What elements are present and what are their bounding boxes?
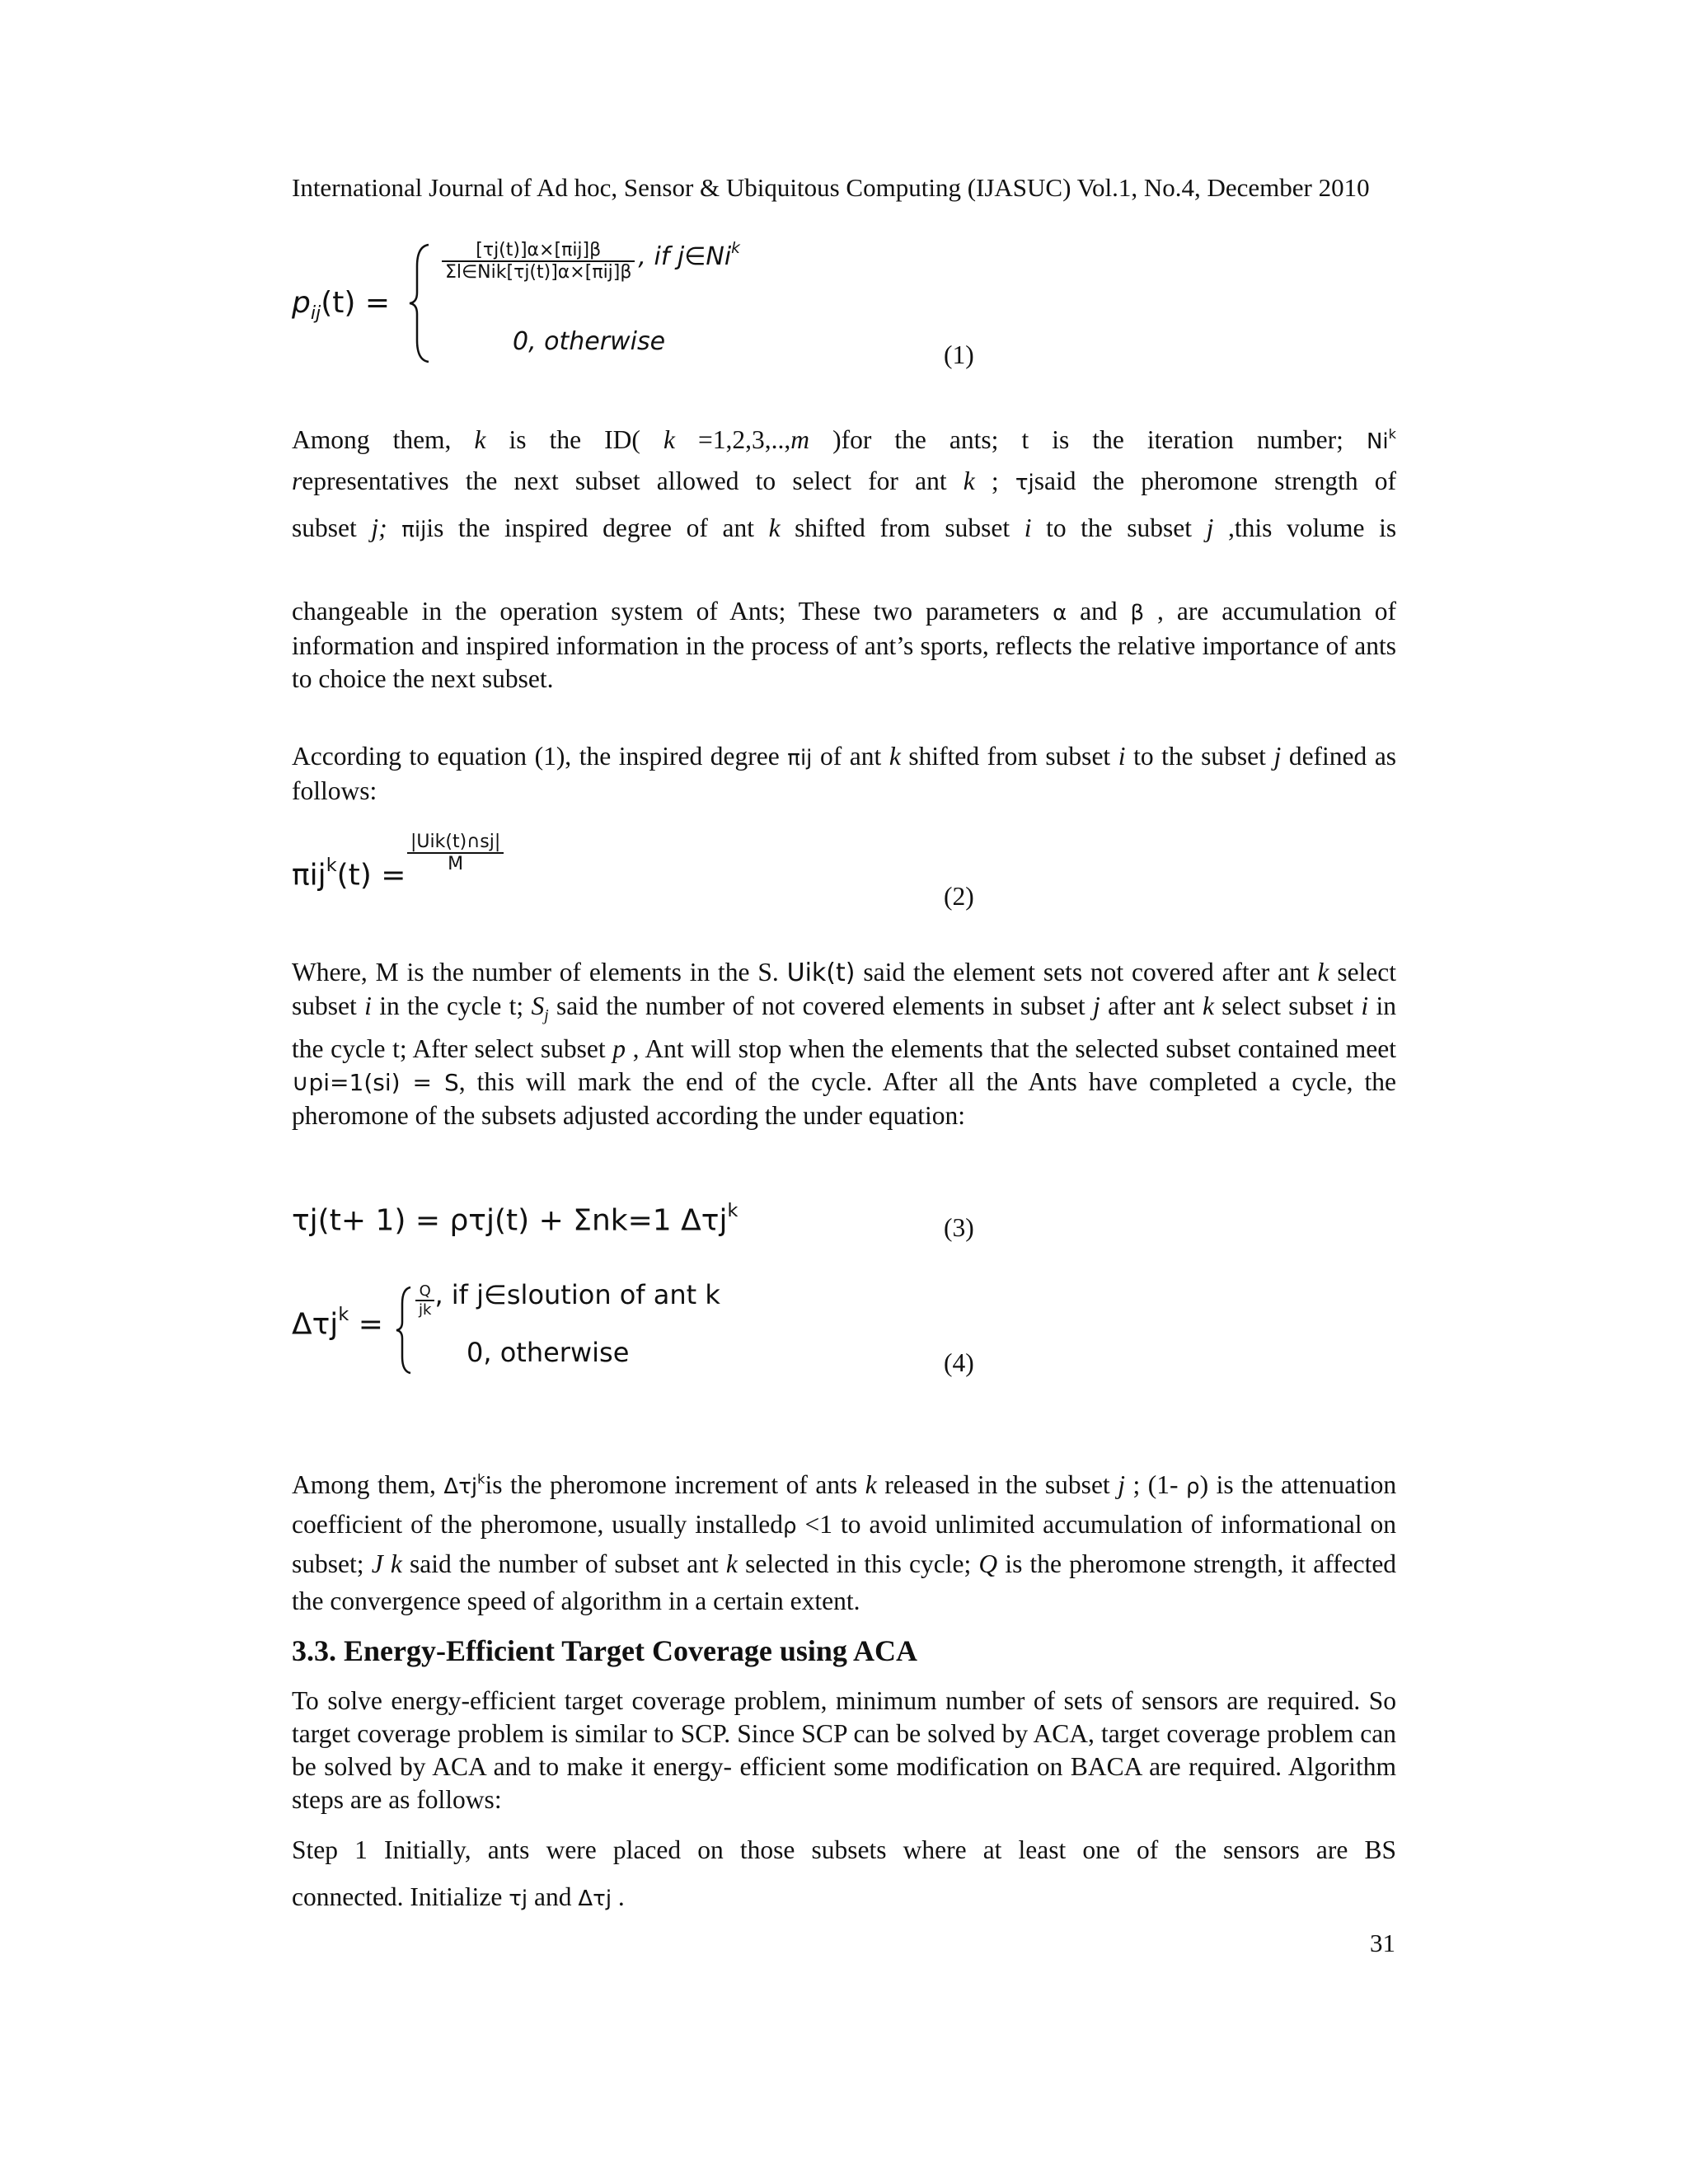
- eq1-number: (1): [944, 340, 974, 369]
- para-5: Among them, Δτj$^k$is the pheromone increment of ants k released in the subset j ; (1- ρ) is the attenuation coefficient of the pheromone, usually installedρ <1 to avoid unlimited accumulation of informational on subset; J k said the number of subset ant k selected in this cycle; Q is the pheromone strength, it affected the convergence speed of algorithm in a certain extent.: [292, 1470, 1397, 1616]
- step-1-line-1: Step 1 Initially, ants were placed on those subsets where at least one of the sensors are BS: [292, 1835, 1396, 1864]
- eq1-fraction: $\frac{\text{[τj(t)]α×[πij]β}}{\text{Σl∈Nik[τj(t)]α×[πij]β}}$: [442, 240, 635, 283]
- section-paragraph: To solve energy-efficient target coverage problem, minimum number of sets of sensors are required. So target coverage problem is similar to SCP. Since SCP can be solved by ACA, target coverage problem can be solved by ACA and to make it energy- efficient some modification on BACA are required. Algorithm steps are as follows:: [292, 1686, 1396, 1814]
- step-1-line-2: connected. Initialize τj and Δτj .: [292, 1882, 625, 1911]
- section-heading: 3.3. Energy-Efficient Target Coverage using ACA: [292, 1634, 917, 1667]
- paper-page: [292, 0, 1396, 2184]
- para-2: changeable in the operation system of Ants; These two parameters α and β , are accumulation of information and inspired information in the process of ant’s sports, reflects the relative importance of ants to choice the next subset.: [292, 597, 1397, 693]
- eq4-otherwise: 0, otherwise: [467, 1337, 630, 1368]
- equation-3: τj(t+ 1) = ρτj(t) + Σnk=1 Δτj$^k$ (3): [292, 1200, 974, 1242]
- para-1-line-1: Among them, k is the ID( k =1,2,3,..,m )for the ants; t is the iteration number; Ni$^k$: [292, 425, 1396, 455]
- eq2-fraction: |Uik(t)∩sj| M: [407, 832, 504, 874]
- eq4-fraction: $\frac{Q}{jk}$: [415, 1282, 434, 1319]
- para-3: According to equation (1), the inspired degree πij of ant k shifted from subset i to the subset j defined as follows:: [292, 742, 1397, 805]
- para-1-line-2: representatives the next subset allowed to select for ant k ; τjsaid the pheromone strength of: [292, 466, 1397, 495]
- journal-header: International Journal of Ad hoc, Sensor & Ubiquitous Computing (IJASUC) Vol.1, No.4, December 2010: [292, 173, 1370, 202]
- eq1-otherwise: 0, otherwise: [513, 327, 666, 356]
- left-brace: [394, 1284, 414, 1376]
- equation-2: πij$^k$(t) = |Uik(t)∩sj| M (2): [292, 832, 974, 911]
- para-4: Where, M is the number of elements in the S. Uik(t) said the element sets not covered after ant k select subset i in the cycle t; $S_j$ said the number of not covered elements in subset j after ant k select subset i in the cycle t; After select subset p , Ant will stop when the elements that the selected subset contained meet ∪pi=1(si) = S, this will mark the end of the cycle. After all the Ants have completed a cycle, the pheromone of the subsets adjusted according the under equation:: [292, 958, 1397, 1130]
- left-brace: [407, 241, 432, 365]
- equation-1: $p_{ij}(t)$ = $\frac{\text{[τj(t)]α×[πij]β}}{\text{Σl∈Nik[τj(t)]α×[πij]β}}$ , if j∈Ni$^k$ 0, otherwise (1): [292, 240, 974, 369]
- para-1-line-3: subset j; πijis the inspired degree of ant k shifted from subset i to the subset j ,this volume is: [292, 513, 1397, 542]
- page-number: 31: [1370, 1929, 1395, 1957]
- equation-4: Δτj$^k$ = $\frac{Q}{jk}$ , if j∈sloution of ant k 0, otherwise (4): [292, 1279, 974, 1377]
- eq2-number: (2): [944, 882, 974, 911]
- eq3-number: (3): [944, 1213, 974, 1242]
- eq4-number: (4): [944, 1348, 974, 1377]
